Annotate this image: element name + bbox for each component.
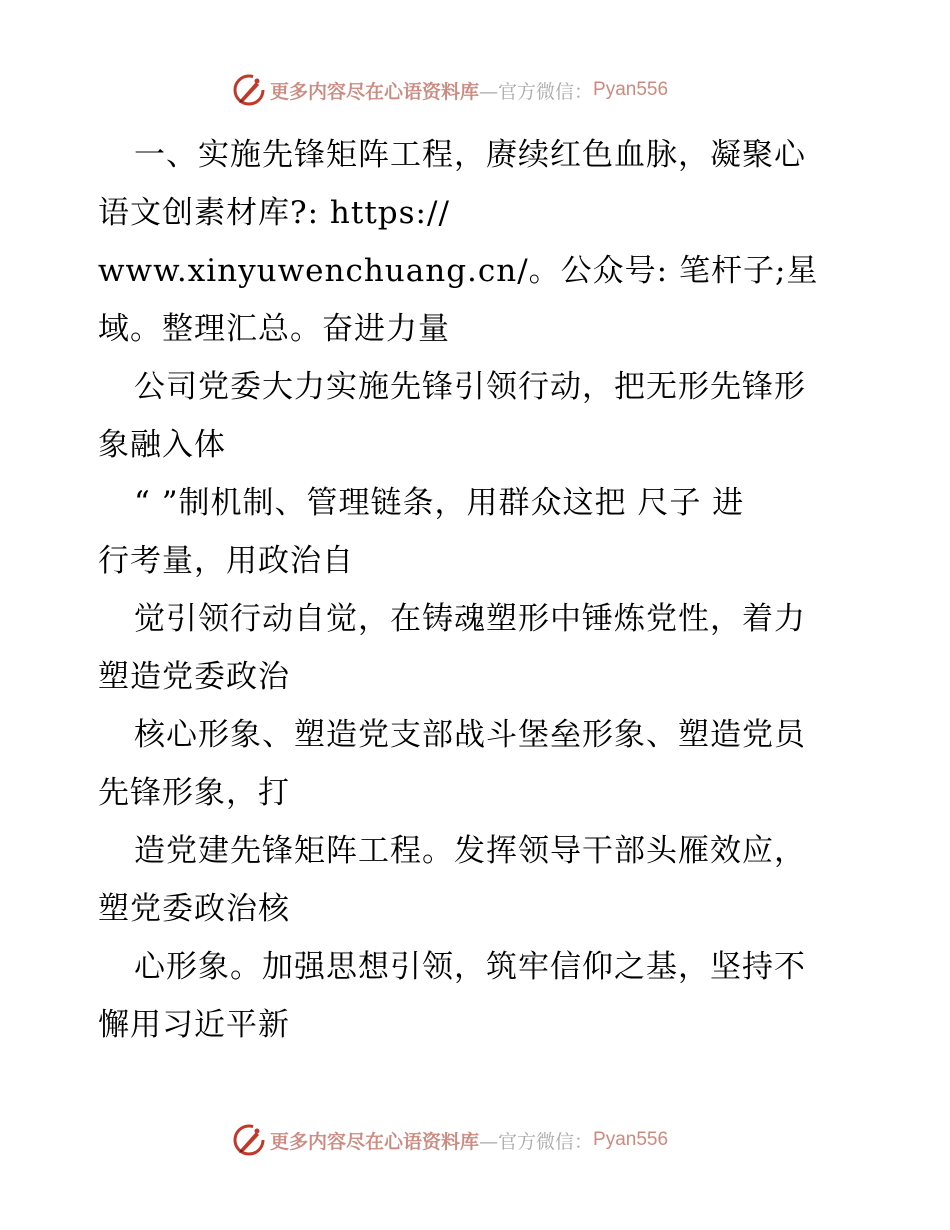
watermark-wechat-id: Pyan556 <box>593 1129 669 1150</box>
text-line: “ ”制机制、管理链条，用群众这把 尺子 进 <box>134 485 745 521</box>
text-line: 塑党委政治核 <box>98 891 290 927</box>
text-line: 先锋形象，打 <box>98 775 290 811</box>
text-line: 公司党委大力实施先锋引领行动，把无形先锋形 <box>134 369 806 405</box>
text-line: 造党建先锋矩阵工程。发挥领导干部头雁效应， <box>134 833 806 869</box>
text-line: 象融入体 <box>98 427 226 463</box>
text-line: 塑造党委政治 <box>98 659 290 695</box>
quill-pen-logo-icon <box>232 1123 266 1157</box>
text-line: 一、实施先锋矩阵工程，赓续红色血脉，凝聚心 <box>134 137 806 173</box>
watermark-lead-text: 更多内容尽在心语资料库 <box>270 1130 480 1153</box>
text-line: 行考量，用政治自 <box>98 543 354 579</box>
text-line: 核心形象、塑造党支部战斗堡垒形象、塑造党员 <box>134 717 806 753</box>
text-line: 域。整理汇总。奋进力量 <box>98 311 450 347</box>
document-body <box>98 126 858 1054</box>
text-line: www.xinyuwenchuang.cn/。公众号: 笔杆子;星 <box>98 253 819 289</box>
watermark-wechat-id: Pyan556 <box>593 79 669 100</box>
quill-pen-logo-icon <box>232 73 266 107</box>
watermark-wechat-label: —官方微信： <box>479 80 594 103</box>
header-watermark <box>232 72 668 108</box>
text-line: 懈用习近平新 <box>98 1007 290 1043</box>
footer-watermark <box>232 1122 668 1158</box>
text-line: 心形象。加强思想引领，筑牢信仰之基，坚持不 <box>134 949 806 985</box>
text-line: 语文创素材库?: https:// <box>98 195 450 231</box>
text-line: 觉引领行动自觉，在铸魂塑形中锤炼党性，着力 <box>134 601 806 637</box>
watermark-wechat-label: —官方微信： <box>479 1130 594 1153</box>
watermark-lead-text: 更多内容尽在心语资料库 <box>270 80 480 103</box>
